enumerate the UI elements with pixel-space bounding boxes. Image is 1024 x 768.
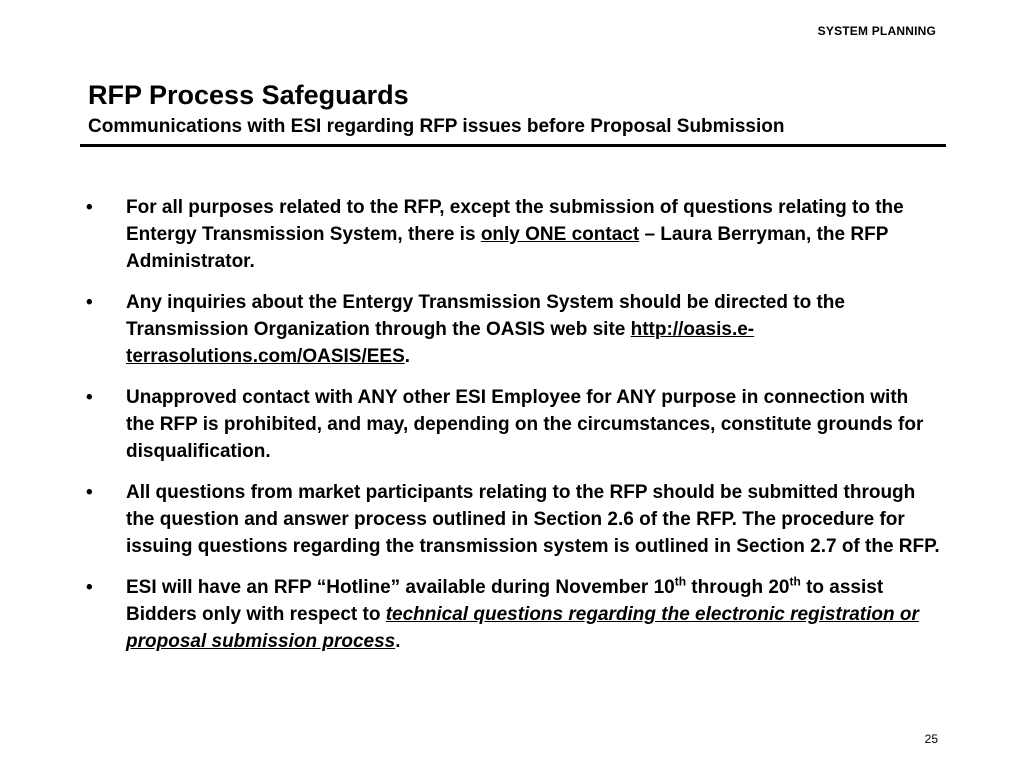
slide-title: RFP Process Safeguards xyxy=(88,80,409,110)
ordinal-suffix: th xyxy=(674,574,687,589)
title-divider xyxy=(80,144,946,147)
bullet-text: ESI will have an RFP “Hotline” available during November 10 xyxy=(126,577,675,598)
bullet-text: to assist Bidders only with respect to xyxy=(126,577,884,625)
bullet-text: – Laura Berryman, the RFP Administrator. xyxy=(126,224,889,272)
bullet-text: through 20 xyxy=(686,577,790,598)
bullet-marker: • xyxy=(86,482,93,503)
page-number: 25 xyxy=(924,732,938,746)
slide-subtitle: Communications with ESI regarding RFP issues before Proposal Submission xyxy=(88,116,785,137)
oasis-link[interactable]: http://oasis.e-terrasolutions.com/OASIS/EES xyxy=(126,319,755,367)
bullet-item-hotline xyxy=(86,574,942,655)
bullet-text: Any inquiries about the Entergy Transmission System should be directed to the Transmission Organization through the OASIS web site xyxy=(126,292,845,340)
emphasis-technical-questions: technical questions regarding the electronic registration or proposal submission process xyxy=(126,604,919,652)
bullet-list xyxy=(86,194,942,669)
bullet-item-oasis-inquiries xyxy=(86,289,942,370)
bullet-text: For all purposes related to the RFP, except the submission of questions relating to the Entergy Transmission System, there is xyxy=(126,197,904,245)
bullet-text: All questions from market participants relating to the RFP should be submitted through the question and answer process outlined in Section 2.6 of the RFP. The procedure for issuing questions regarding the transmission system is outlined in Section 2.7 of the RFP. xyxy=(126,482,940,557)
bullet-item-unapproved-contact xyxy=(86,384,942,465)
bullet-item-single-contact xyxy=(86,194,942,275)
bullet-text: . xyxy=(404,346,411,367)
emphasis-only-one-contact: only ONE contact xyxy=(480,224,640,245)
bullet-marker: • xyxy=(86,197,93,218)
bullet-text: . xyxy=(395,631,401,652)
bullet-item-question-process xyxy=(86,479,942,560)
bullet-marker: • xyxy=(86,577,93,598)
bullet-marker: • xyxy=(86,292,93,313)
bullet-text: Unapproved contact with ANY other ESI Employee for ANY purpose in connection with the RFP is prohibited, and may, depending on the circumstances, constitute grounds for disqualification. xyxy=(126,387,924,462)
bullet-marker: • xyxy=(86,387,93,408)
ordinal-suffix: th xyxy=(789,574,801,589)
section-header: SYSTEM PLANNING xyxy=(817,24,936,38)
